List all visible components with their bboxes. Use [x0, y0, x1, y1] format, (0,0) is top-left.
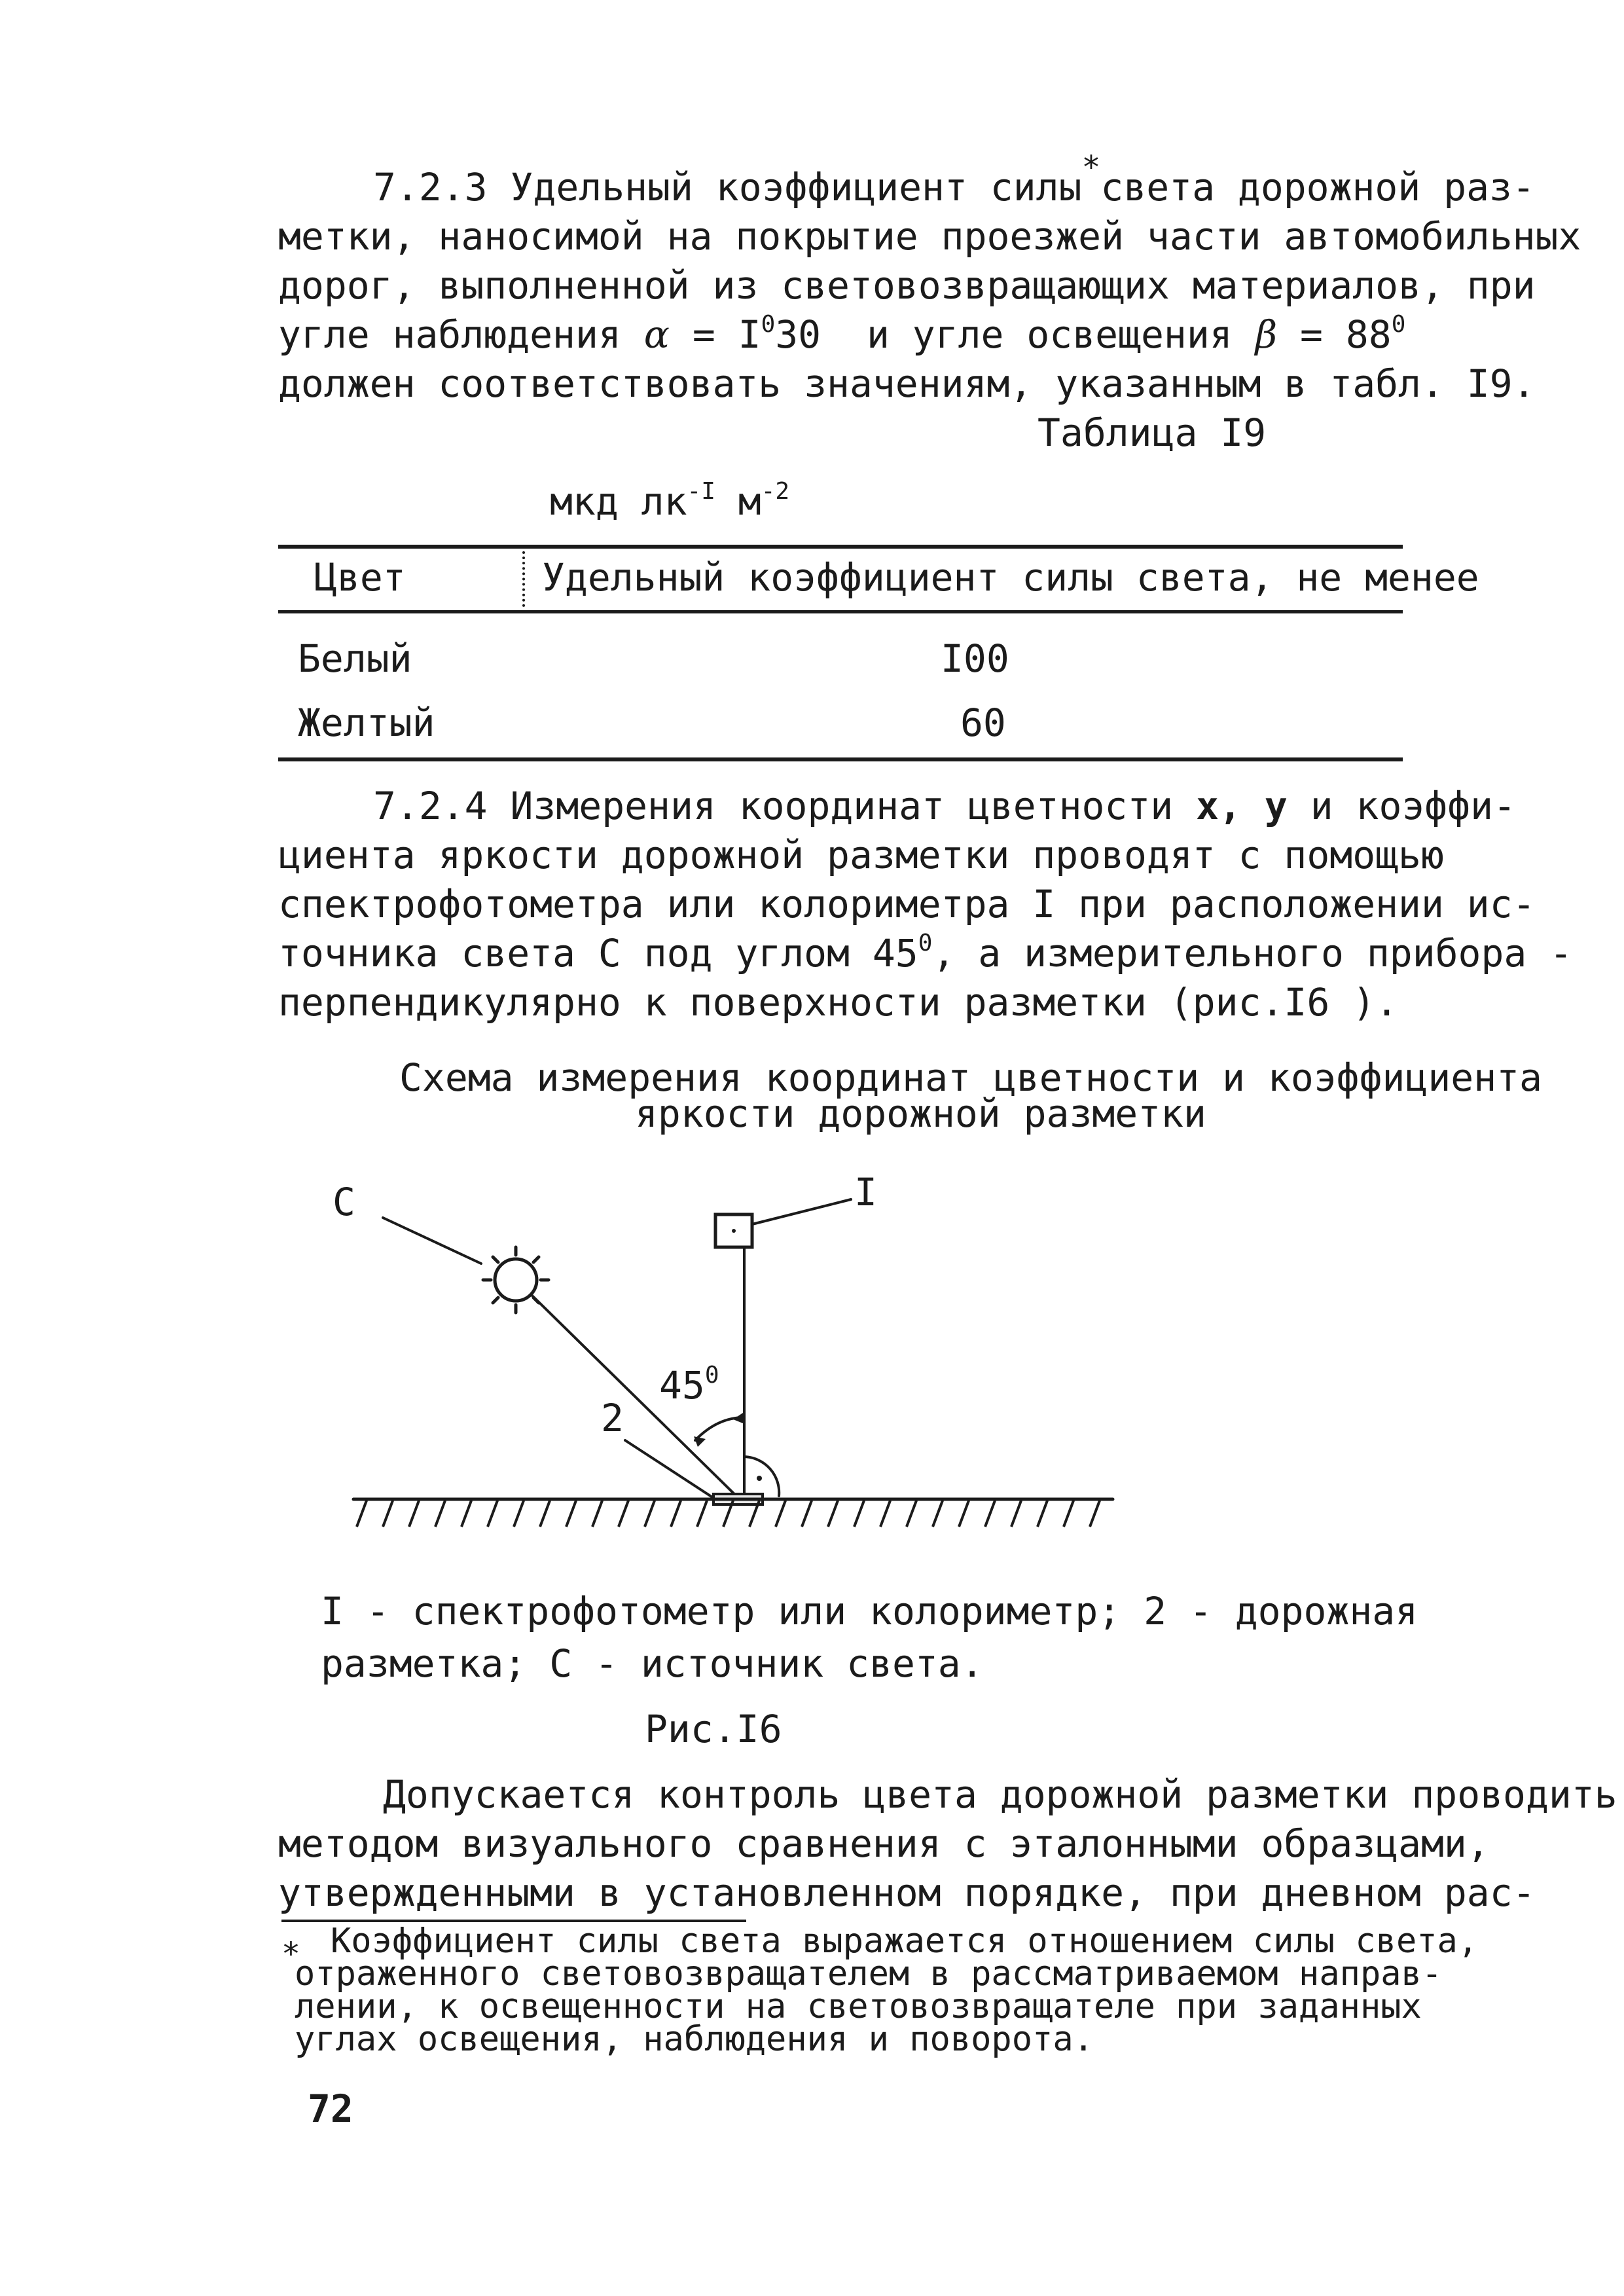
units-exponent-1: -I [687, 478, 715, 505]
section-7-2-4-angle-text-cont: , а измерительного прибора - [932, 931, 1573, 975]
section-7-2-3-text: 7.2.3 Удельный коэффициент силы [373, 165, 1082, 210]
section-7-2-4-text-cont: и коэффи- [1310, 784, 1516, 828]
right-angle-arc [744, 1457, 779, 1496]
paragraph-line-1: Допускается контроль цвета дорожной разметки проводить [383, 1772, 1617, 1817]
figure-title-line-2: яркости дорожной разметки [635, 1091, 1206, 1136]
units-base-1: мкд лк [550, 479, 687, 524]
label-road-marking: 2 [601, 1396, 624, 1440]
angle-degree-sign: 0 [704, 1362, 719, 1389]
alpha-equals: = [692, 312, 715, 357]
figure-legend-line-1: I - спектрофотометр или колориметр; 2 - дорожная [321, 1589, 1418, 1633]
footnote-line-2: отраженного световозвращателем в рассматриваемом направ- [295, 1954, 1443, 1994]
footnote-line-3: лении, к освещенности на световозвращателе при заданных [295, 1987, 1422, 2026]
units-base-2: м [738, 479, 761, 524]
instrument-leader-line [752, 1199, 851, 1224]
paragraph-line-3: утвержденными в установленном порядке, при дневном рас- [278, 1870, 1536, 1915]
figure-caption: Рис.I6 [645, 1707, 782, 1751]
table-header-color: Цвет [314, 555, 406, 600]
alpha-value-degrees: I [738, 312, 761, 357]
beta-degree-sign: 0 [1391, 311, 1406, 338]
footnote-mark: * [281, 1936, 300, 1973]
table-caption: Таблица I9 [1038, 410, 1267, 455]
figure-title-line-1: Схема измерения координат цветности и коэффициента [399, 1055, 1542, 1100]
table-cell-value: I00 [941, 636, 1009, 681]
units-exponent-2: -2 [761, 478, 790, 505]
section-7-2-4-line-3: спектрофотометра или колориметра I при расположении ис- [278, 882, 1536, 926]
table-cell-color: Желтый [298, 701, 435, 745]
observation-angle-label: угле наблюдения [278, 312, 621, 357]
illumination-angle-label: и угле освещения [866, 312, 1233, 357]
alpha-value-minutes: 30 [775, 312, 821, 357]
label-instrument: I [854, 1170, 877, 1214]
section-7-2-3-line-3: дорог, выполненной из световозвращающих материалов, при [278, 263, 1536, 308]
section-7-2-4-line-2: циента яркости дорожной разметки проводят с помощью [278, 833, 1444, 877]
coordinate-y: у [1264, 784, 1288, 828]
coordinate-x: х, [1196, 784, 1242, 828]
beta-symbol: β [1255, 312, 1278, 357]
angle-label [659, 1362, 719, 1415]
table-header-value: Удельный коэффициент силы света, не менее [542, 555, 1479, 600]
table-cell-color: Белый [298, 636, 412, 681]
footnote-line-4: углах освещения, наблюдения и поворота. [295, 2020, 1094, 2059]
section-7-2-4-angle-text: точника света С под углом 45 [278, 931, 918, 975]
alpha-degree-sign: 0 [761, 311, 776, 338]
label-light-source: С [333, 1180, 355, 1224]
table-cell-value: 60 [960, 701, 1006, 745]
marking-leader-line [625, 1440, 713, 1498]
section-7-2-4-line-5: перпендикулярно к поверхности разметки (рис.I6 ). [278, 980, 1399, 1025]
paragraph-line-2: методом визуального сравнения с эталонными образцами, [278, 1821, 1490, 1866]
degree-sign: 0 [918, 930, 933, 957]
beta-value: = 88 [1300, 312, 1392, 357]
figure-legend-line-2: разметка; С - источник света. [321, 1641, 984, 1686]
footnote-line-1: Коэффициент силы света выражается отношением силы света, [331, 1922, 1479, 1961]
alpha-symbol: α [643, 312, 670, 357]
page-number: 72 [308, 2086, 353, 2131]
section-7-2-4-text: 7.2.4 Измерения координат цветности [373, 784, 1174, 828]
angle-value: 45 [659, 1363, 705, 1408]
footnote-marker: * [1081, 149, 1101, 186]
section-7-2-3-line-5: должен соответствовать значениям, указанным в табл. I9. [278, 361, 1536, 406]
section-7-2-3-line-2: метки, наносимой на покрытие проезжей части автомобильных [278, 214, 1581, 259]
section-7-2-3-text-cont: света дорожной раз- [1100, 165, 1535, 210]
source-leader-line [383, 1218, 481, 1264]
